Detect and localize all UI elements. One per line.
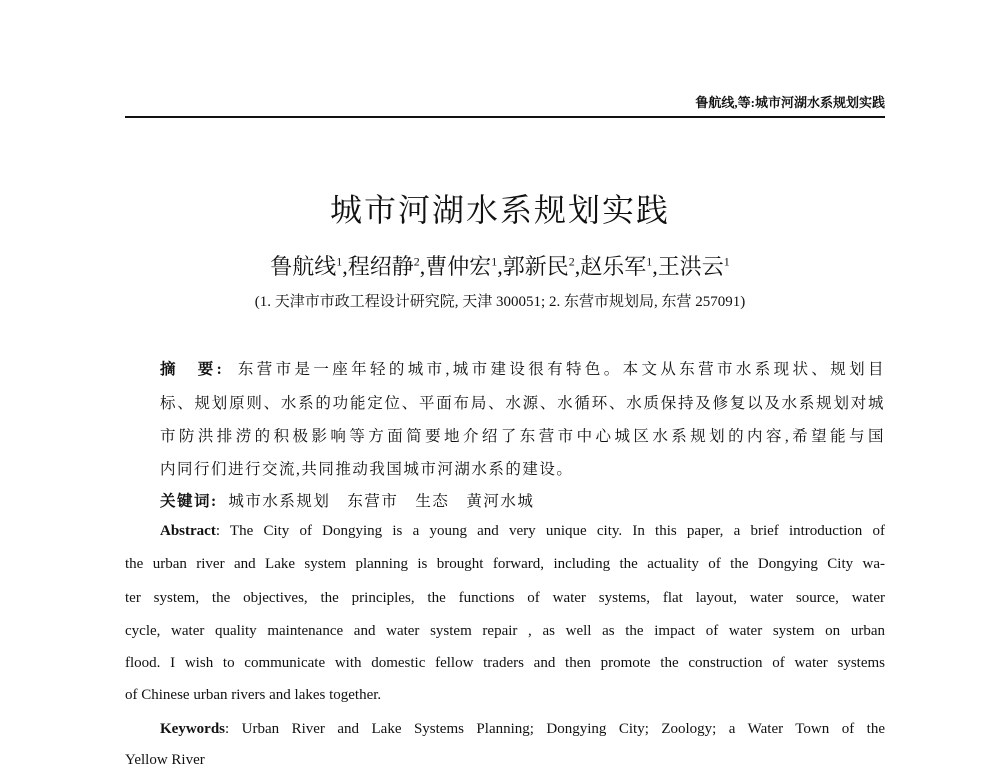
author: 程绍静$^2$ xyxy=(347,254,420,279)
abstract-en-line: Abstract: The City of Dongying is a young and very unique city. In this paper, a brief introduction of xyxy=(160,523,885,539)
abstract-en-line: cycle, water quality maintenance and water system repair , as well as the impact of water system on urban xyxy=(125,623,885,639)
author: 郭新民$^2$ xyxy=(502,254,575,279)
keywords-en-continued: Yellow River xyxy=(125,752,205,768)
abstract-cn-line: 摘 要: 东营市是一座年轻的城市,城市建设很有特色。本文从东营市水系现状、规划目 xyxy=(160,361,885,378)
header-rule xyxy=(125,116,885,118)
abstract-en-label: Abstract xyxy=(160,523,216,539)
abstract-cn-label: 摘 要: xyxy=(160,361,224,378)
abstract-en-line: of Chinese urban rivers and lakes together. xyxy=(125,687,382,703)
author: 曹仲宏$^1$ xyxy=(425,254,498,279)
keywords-en-label: Keywords xyxy=(160,721,225,737)
paper-title: 城市河湖水系规划实践 xyxy=(329,191,670,229)
author-list: 鲁航线$^1$,程绍静$^2$,曹仲宏$^1$,郭新民$^2$,赵乐军$^1$,王洪云$^1$ xyxy=(270,254,730,279)
abstract-cn-line: 内同行们进行交流,共同推动我国城市河湖水系的建设。 xyxy=(160,461,574,478)
author: 鲁航线$^1$ xyxy=(270,254,343,279)
abstract-en-line: flood. I wish to communicate with domestic fellow traders and then promote the construction of water systems xyxy=(125,655,885,671)
abstract-cn-line: 市防洪排涝的积极影响等方面简要地介绍了东营市中心城区水系规划的内容,希望能与国 xyxy=(160,428,885,445)
abstract-cn-line: 标、规划原则、水系的功能定位、平面布局、水源、水循环、水质保持及修复以及水系规划对城 xyxy=(160,395,885,412)
running-head: 鲁航线,等:城市河湖水系规划实践 xyxy=(695,95,885,110)
affiliations: (1. 天津市市政工程设计研究院, 天津 300051; 2. 东营市规划局, 东营 257091) xyxy=(254,294,746,310)
abstract-en-line: the urban river and Lake system planning is brought forward, including the actuality of the Dongying City wa- xyxy=(125,556,885,572)
abstract-en-line: ter system, the objectives, the principles, the functions of water systems, flat layout, water source, water xyxy=(125,590,885,606)
keywords-en: Keywords: Urban River and Lake Systems Planning; Dongying City; Zoology; a Water Town of the xyxy=(160,721,885,737)
author: 王洪云$^1$ xyxy=(657,254,730,279)
keywords-cn-label: 关键词: xyxy=(160,493,218,510)
author: 赵乐军$^1$ xyxy=(580,254,653,279)
keywords-cn: 关键词: 城市水系规划 东营市 生态 黄河水城 xyxy=(160,493,535,510)
